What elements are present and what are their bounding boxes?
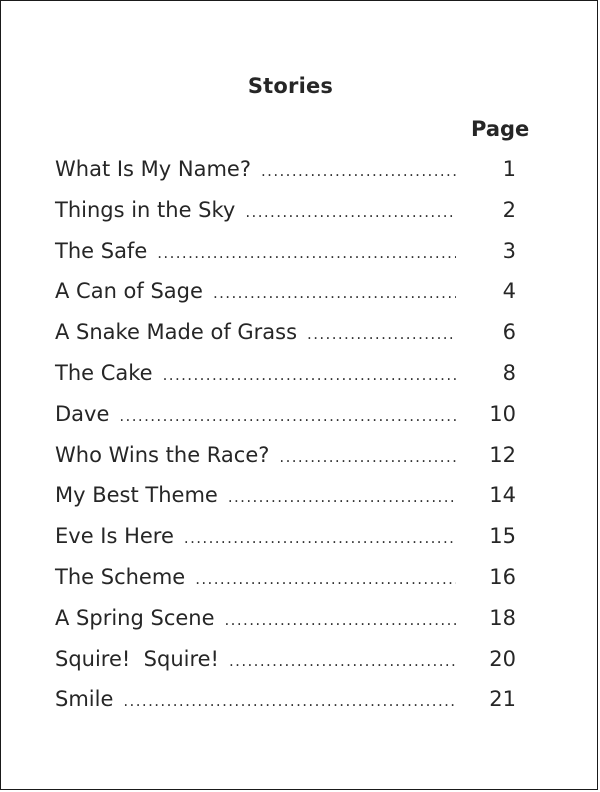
toc-entry bbox=[55, 190, 516, 231]
dot-leader bbox=[225, 600, 456, 641]
toc-entry bbox=[55, 639, 516, 680]
toc-entry-title: Things in the Sky bbox=[55, 197, 236, 222]
toc-entry bbox=[55, 598, 516, 639]
toc-entry-page: 4 bbox=[502, 279, 516, 304]
dot-leader bbox=[228, 477, 456, 518]
toc-entry-title: My Best Theme bbox=[55, 483, 218, 508]
toc-entry-page: 14 bbox=[489, 483, 516, 508]
toc-entry-title: Smile bbox=[55, 687, 114, 712]
dot-leader bbox=[229, 641, 456, 682]
dot-leader bbox=[157, 233, 456, 274]
toc-entry-title: The Scheme bbox=[55, 564, 186, 589]
toc-entry-title: A Can of Sage bbox=[55, 279, 203, 304]
toc-entry bbox=[55, 271, 516, 312]
toc-entry-page: 20 bbox=[489, 646, 516, 671]
toc-entry bbox=[55, 231, 516, 272]
toc-entry-title: Dave bbox=[55, 401, 110, 426]
toc-entry-page: 8 bbox=[502, 360, 516, 385]
toc-entry bbox=[55, 557, 516, 598]
table-of-contents bbox=[55, 149, 516, 720]
toc-entry-title: Eve Is Here bbox=[55, 524, 174, 549]
toc-entry-page: 18 bbox=[489, 605, 516, 630]
dot-leader bbox=[213, 273, 456, 314]
toc-entry-title: A Snake Made of Grass bbox=[55, 320, 298, 345]
toc-entry-page: 21 bbox=[489, 687, 516, 712]
dot-leader bbox=[245, 192, 456, 233]
page-column-header: Page bbox=[471, 117, 530, 141]
page-title: Stories bbox=[247, 74, 334, 98]
toc-entry bbox=[55, 353, 516, 394]
toc-entry-page: 16 bbox=[489, 564, 516, 589]
dot-leader bbox=[279, 437, 456, 478]
dot-leader bbox=[261, 151, 456, 192]
toc-entry-title: The Cake bbox=[55, 360, 153, 385]
toc-entry bbox=[55, 435, 516, 476]
toc-entry bbox=[55, 679, 516, 720]
dot-leader bbox=[123, 681, 456, 722]
dot-leader bbox=[184, 518, 456, 559]
toc-entry-page: 2 bbox=[502, 197, 516, 222]
dot-leader bbox=[163, 355, 456, 396]
toc-entry-title: The Safe bbox=[55, 238, 148, 263]
toc-entry-title: Squire! Squire! bbox=[55, 646, 219, 671]
toc-entry-page: 12 bbox=[489, 442, 516, 467]
toc-entry-page: 15 bbox=[489, 524, 516, 549]
dot-leader bbox=[195, 559, 456, 600]
toc-entry-page: 10 bbox=[489, 401, 516, 426]
toc-entry bbox=[55, 516, 516, 557]
toc-entry bbox=[55, 312, 516, 353]
toc-entry-page: 3 bbox=[502, 238, 516, 263]
toc-entry-page: 6 bbox=[502, 320, 516, 345]
toc-entry bbox=[55, 475, 516, 516]
dot-leader bbox=[307, 314, 456, 355]
toc-entry-title: A Spring Scene bbox=[55, 605, 215, 630]
toc-entry bbox=[55, 149, 516, 190]
toc-entry-title: Who Wins the Race? bbox=[55, 442, 270, 467]
dot-leader bbox=[119, 396, 456, 437]
toc-entry-page: 1 bbox=[502, 157, 516, 181]
toc-entry bbox=[55, 394, 516, 435]
toc-entry-title: What Is My Name? bbox=[55, 157, 251, 181]
